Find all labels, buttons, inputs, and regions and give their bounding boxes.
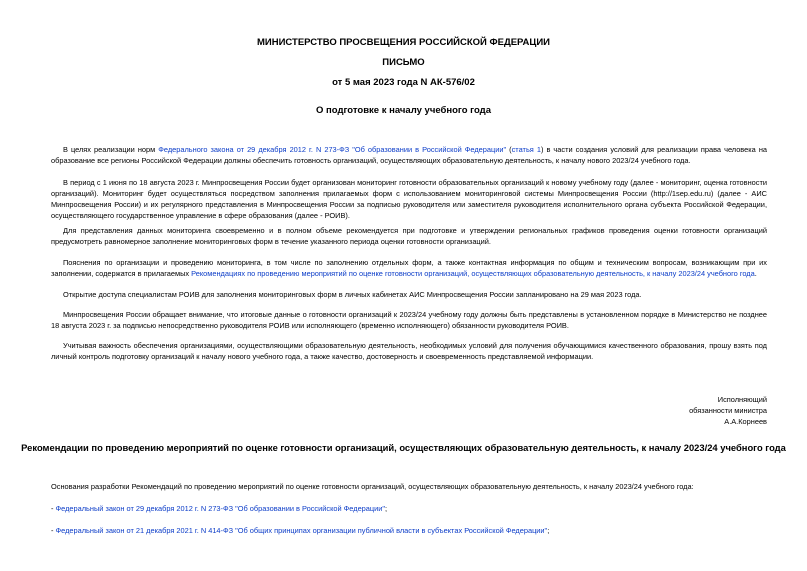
law-273-link[interactable]: Федерального закона от 29 декабря 2012 г. N 273-ФЗ "Об образовании в Российской Федерации"	[158, 145, 507, 154]
law-273-basis-link[interactable]: Федеральный закон от 29 декабря 2012 г. N 273-ФЗ "Об образовании в Российской Федерации"	[55, 504, 386, 513]
subject-heading: О подготовке к началу учебного года	[316, 105, 491, 116]
item2-suffix: ;	[547, 526, 550, 535]
paragraph-2: В период с 1 июня по 18 августа 2023 г. Минпросвещения России будет организован мониторинг готовности образовательных организаций к новому учебному году (далее - мониторинг, оценка готовности организаций). Мониторинг будет осуществляться посредством заполнения прилагаемых форм с использованием мониторинговой системы Минпросвещения России (http://1sep.edu.ru) (далее - АИС Минпросвещения России) и их регулярного представления в Минпросвещения России за подписью руководителя или заместителя руководителя исполнительного органа субъекта Российской Федерации, осуществляющего государственное управление в сфере образования (далее - РОИВ).	[51, 178, 767, 220]
basis-item-2	[51, 525, 767, 536]
p1-text-b: (	[506, 145, 512, 154]
item1-suffix: ;	[385, 504, 388, 513]
basis-item-1	[51, 503, 767, 514]
doc-type-heading: ПИСЬМО	[382, 57, 425, 68]
p1-text-c: ) в части создания условий для реализации права человека на образование все регионы Российской Федерации должны обеспечить готовность организаций, осуществляющих образовательную деятельность, к началу нового 2023/24 учебного года.	[51, 145, 768, 165]
paragraph-1	[51, 144, 767, 166]
p4-text-a: Пояснения по организации и проведению мониторинга, в том числе по заполнению отдельных форм, а также контактная информация по общим и техническим вопросам, возникающим при их заполнении, содержатся в прилагаемых	[51, 258, 767, 278]
recommendations-link[interactable]: Рекомендациях по проведению мероприятий по оценке готовности организаций, осуществляющих образовательную деятельность, к началу 2023/24 учебного года	[191, 269, 755, 278]
signature-line-2: обязанности министра	[689, 406, 767, 415]
article-1-link[interactable]: статья 1	[511, 145, 541, 154]
signature-line-1: Исполняющий	[717, 395, 767, 404]
p1-text-a: В целях реализации норм	[63, 145, 159, 154]
paragraph-6: Минпросвещения России обращает внимание, что итоговые данные о готовности организаций к 2023/24 учебному году должны быть представлены в установленном порядке в Министерство не позднее 18 августа 2023 г. за подписью непосредственно руководителя РОИВ или исполняющего (временно исполняющего) обязанности руководителя РОИВ.	[51, 310, 767, 330]
law-414-basis-link[interactable]: Федеральный закон от 21 декабря 2021 г. N 414-ФЗ "Об общих принципах организации публичной власти в субъектах Российской Федерации"	[55, 526, 548, 535]
recommendations-basis: Основания разработки Рекомендаций по проведению мероприятий по оценке готовности организаций, осуществляющих образовательную деятельность, к началу 2023/24 учебного года:	[51, 482, 694, 491]
item2-prefix: -	[51, 526, 56, 535]
recommendations-title: Рекомендации по проведению мероприятий по оценке готовности организаций, осуществляющих образовательную деятельность, к началу 2023/24 учебного года	[21, 442, 786, 453]
paragraph-7: Учитывая важность обеспечения организациями, осуществляющими образовательную деятельность, необходимых условий для получения обучающимися качественного образования, прошу взять под личный контроль подготовку организаций к началу нового учебного года, а также качество, достоверность и своевременность представляемой информации.	[51, 341, 767, 361]
paragraph-5: Открытие доступа специалистам РОИВ для заполнения мониторинговых форм в личных кабинетах АИС Минпросвещения России запланировано на 29 мая 2023 года.	[63, 290, 642, 299]
p4-text-b: .	[754, 269, 757, 278]
ministry-heading: МИНИСТЕРСТВО ПРОСВЕЩЕНИЯ РОССИЙСКОЙ ФЕДЕРАЦИИ	[256, 37, 551, 48]
paragraph-3: Для представления данных мониторинга своевременно и в полном объеме рекомендуется при подготовке и утверждении региональных графиков проведения оценки готовности организаций предусмотреть равномерное заполнение мониторинговых форм в течение указанного периода оценки готовности организаций.	[51, 226, 767, 246]
item1-prefix: -	[51, 504, 56, 513]
signature-block	[689, 394, 767, 427]
paragraph-4	[51, 257, 767, 279]
signature-line-3: А.А.Корнеев	[724, 417, 767, 426]
date-number-heading: от 5 мая 2023 года N АК-576/02	[332, 77, 475, 88]
